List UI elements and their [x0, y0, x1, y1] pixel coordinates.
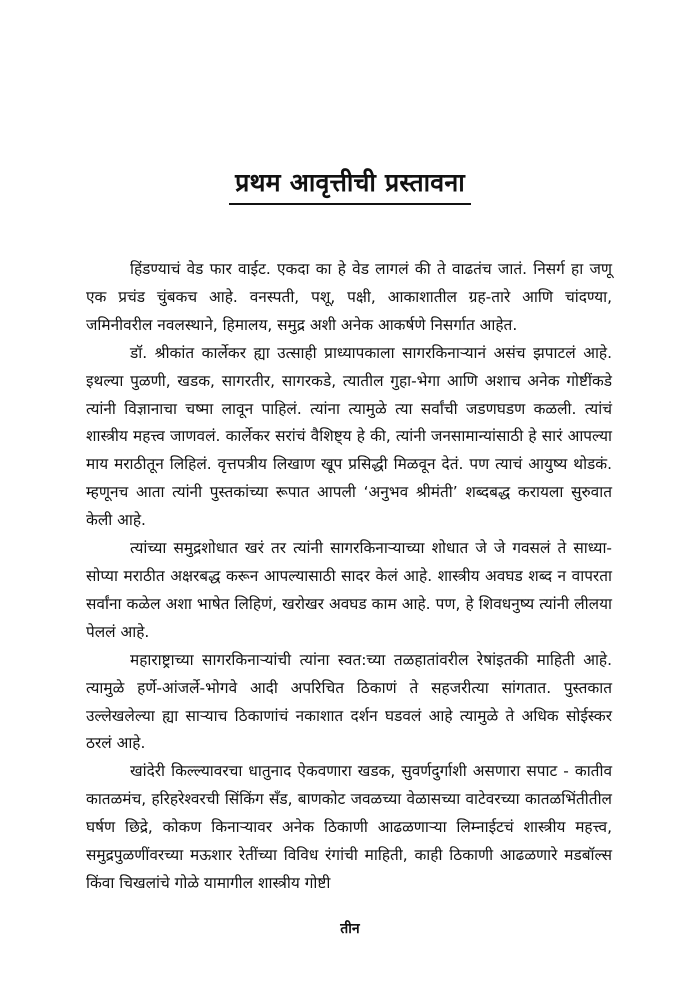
- paragraph: खांदेरी किल्ल्यावरचा धातुनाद ऐकवणारा खडक, सुवर्णदुर्गाशी असणारा सपाट - कातीव कातळमंच, हरिहरेश्वरची सिंकिंग सँड, बाणकोट जवळच्या वेळासच्या वाटेवरच्या कातळभिंतीतील घर्षण छिद्रे, कोकण किनाऱ्यावर अनेक ठिकाणी आढळणाऱ्या लिम्नाईटचं शास्त्रीय महत्त्व, समुद्रपुळणींवरच्या मऊशार रेतींच्या विविध रंगांची माहिती, काही ठिकाणी आढळणारे मडबॉल्स किंवा चिखलांचे गोळे यामागील शास्त्रीय गोष्टी: [86, 762, 612, 892]
- page-number: तीन: [340, 921, 360, 937]
- page-title: प्रथम आवृत्तीची प्रस्तावना: [229, 166, 471, 205]
- paragraph: महाराष्ट्राच्या सागरकिनाऱ्यांची त्यांना स्वत:च्या तळहातांवरील रेषांइतकी माहिती आहे. त्यामुळे हर्णे-आंजर्ले-भोगवे आदी अपरिचित ठिकाणं ते सहजरीत्या सांगतात. पुस्तकात उल्लेखलेल्या ह्या साऱ्याच ठिकाणांचं नकाशात दर्शन घडवलं आहे त्यामुळे ते अधिक सोईस्कर ठरलं आहे.: [86, 650, 612, 753]
- paragraph: डॉ. श्रीकांत कार्लेकर ह्या उत्साही प्राध्यापकाला सागरकिनाऱ्यानं असंच झपाटलं आहे. इथल्या पुळणी, खडक, सागरतीर, सागरकडे, त्यातील गुहा-भेगा आणि अशाच अनेक गोष्टींकडे त्यांनी विज्ञानाचा चष्मा लावून पाहिलं. त्यांना त्यामुळे त्या सर्वांची जडणघडण कळली. त्यांचं शास्त्रीय महत्त्व जाणवलं. कार्लेकर सरांचं वैशिष्ट्य हे की, त्यांनी जनसामान्यांसाठी हे सारं आपल्या माय मराठीतून लिहिलं. वृत्तपत्रीय लिखाण खूप प्रसिद्धी मिळवून देतं. पण त्याचं आयुष्य थोडकं. म्हणूनच आता त्यांनी पुस्तकांच्या रूपात आपली ‘अनुभव श्रीमंती’ शब्दबद्ध करायला सुरुवात केली आहे.: [86, 343, 612, 530]
- paragraph: हिंडण्याचं वेड फार वाईट. एकदा का हे वेड लागलं की ते वाढतंच जातं. निसर्ग हा जणू एक प्रचंड चुंबकच आहे. वनस्पती, पशू, पक्षी, आकाशातील ग्रह-तारे आणि चांदण्या, जमिनीवरील नवलस्थाने, हिमालय, समुद्र अशी अनेक आकर्षणे निसर्गात आहेत.: [86, 260, 612, 334]
- body-text: [86, 256, 612, 898]
- title-block: [0, 166, 700, 205]
- paragraph: त्यांच्या समुद्रशोधात खरं तर त्यांनी सागरकिनाऱ्याच्या शोधात जे जे गवसलं ते साध्या-सोप्या मराठीत अक्षरबद्ध करून आपल्यासाठी सादर केलं आहे. शास्त्रीय अवघड शब्द न वापरता सर्वांना कळेल अशा भाषेत लिहिणं, खरोखर अवघड काम आहे. पण, हे शिवधनुष्य त्यांनी लीलया पेललं आहे.: [86, 539, 612, 641]
